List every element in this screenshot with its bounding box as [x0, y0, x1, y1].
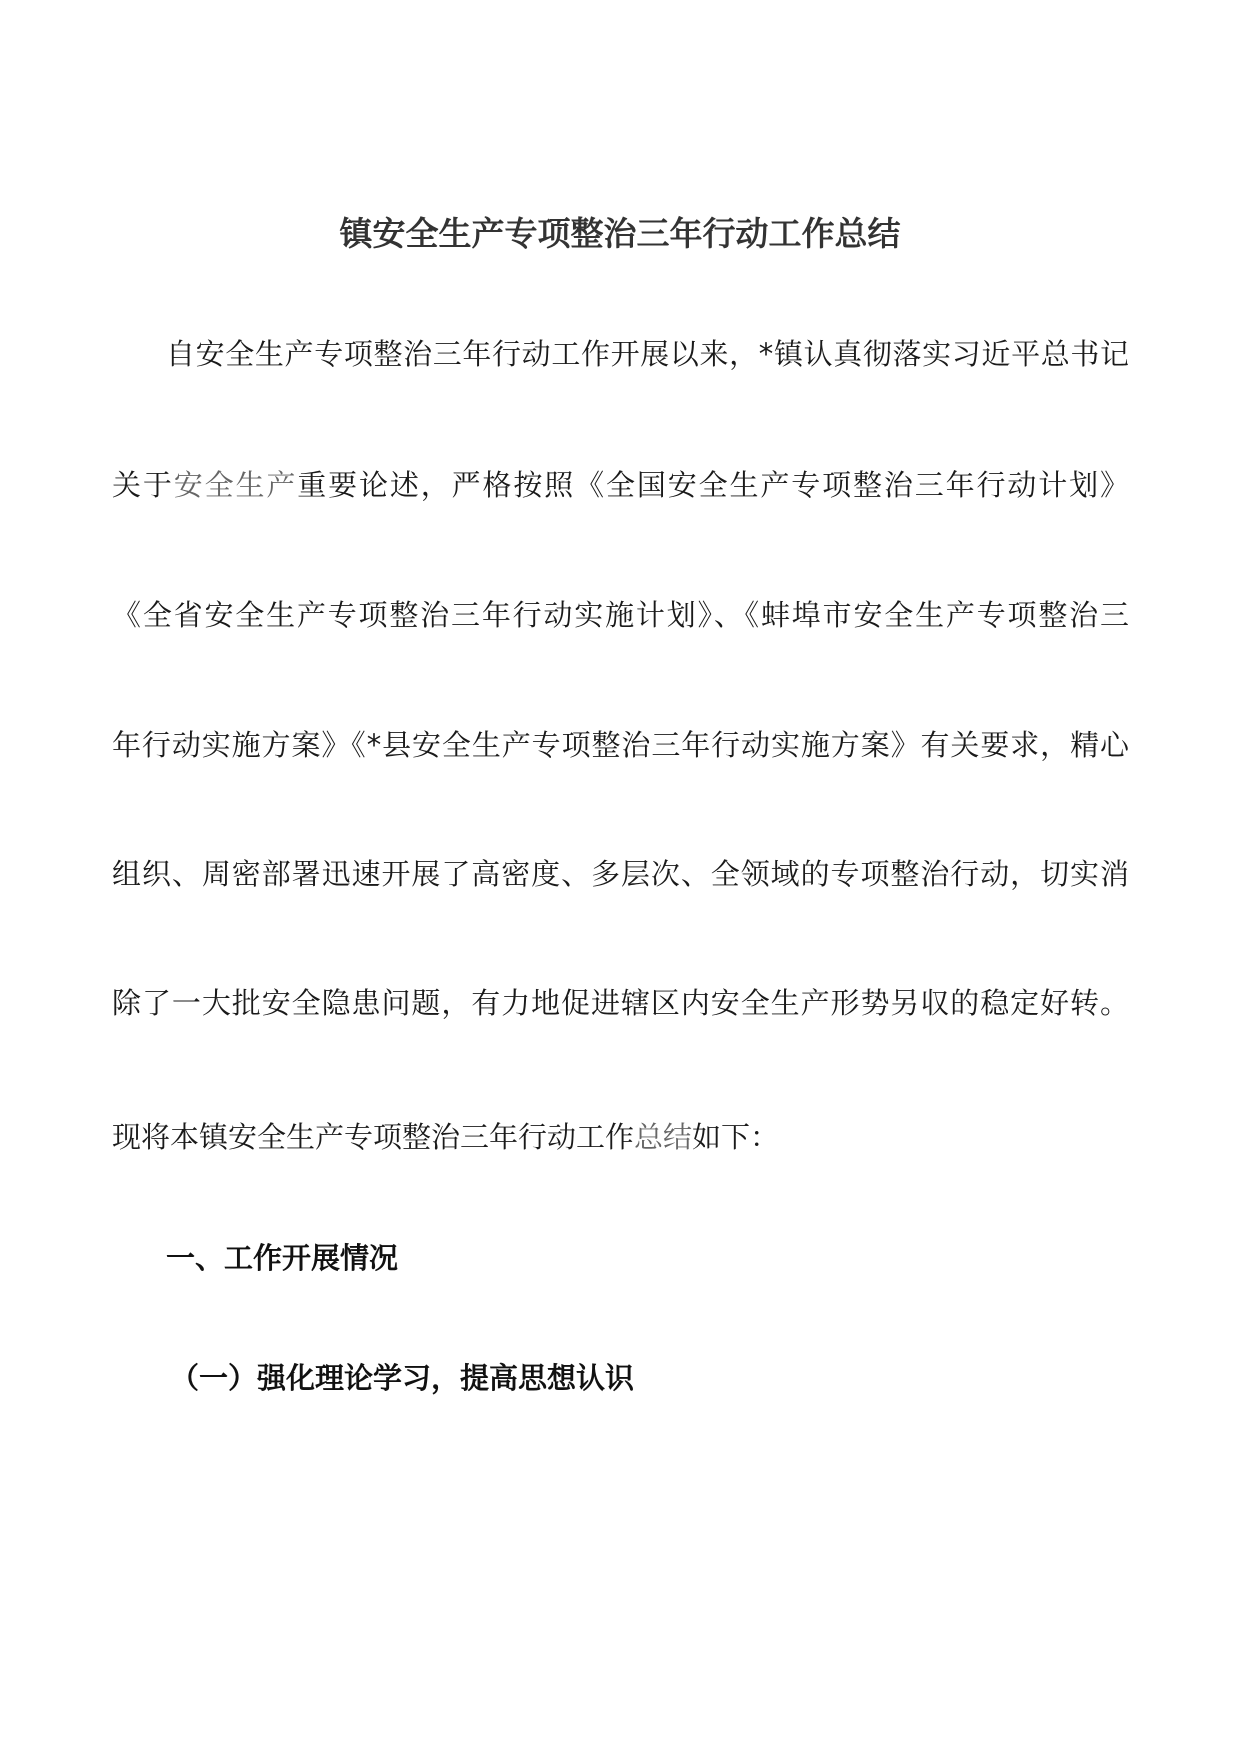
paragraph-line: 《全省安全生产专项整治三年行动实施计划》、《蚌埠市安全生产专项整治三 — [112, 598, 1129, 632]
text-segment: 如下： — [692, 1120, 780, 1154]
subsection-heading: （一）强化理论学习，提高思想认识 — [170, 1361, 635, 1395]
paragraph-line: 除了一大批安全隐患问题，有力地促进辖区内安全生产形势另収的稳定好转。 — [112, 986, 1129, 1020]
paragraph-line: 年行动实施方案》《*县安全生产专项整治三年行动实施方案》有关要求，精心 — [112, 728, 1129, 762]
text-segment: 安全生产 — [173, 468, 298, 502]
paragraph-line: 自安全生产专项整治三年行动工作开展以来，*镇认真彻落实习近平总书记 — [166, 337, 1129, 371]
text-segment: 关于 — [112, 468, 174, 502]
text-segment: 现将本镇安全生产专项整治三年行动工作 — [112, 1120, 635, 1154]
text-segment: 总结 — [634, 1120, 693, 1154]
text-segment: 重要论述，严格按照《全国安全生产专项整治三年行动计划》 — [297, 468, 1129, 502]
paragraph-line — [112, 1117, 1129, 1157]
document-title: 镇安全生产专项整治三年行动工作总结 — [339, 214, 901, 253]
section-heading: 一、工作开展情况 — [166, 1241, 399, 1275]
paragraph-line — [112, 465, 1129, 505]
paragraph-line: 组织、周密部署迅速开展了高密度、多层次、全领域的专项整治行动，切实消 — [112, 857, 1129, 891]
